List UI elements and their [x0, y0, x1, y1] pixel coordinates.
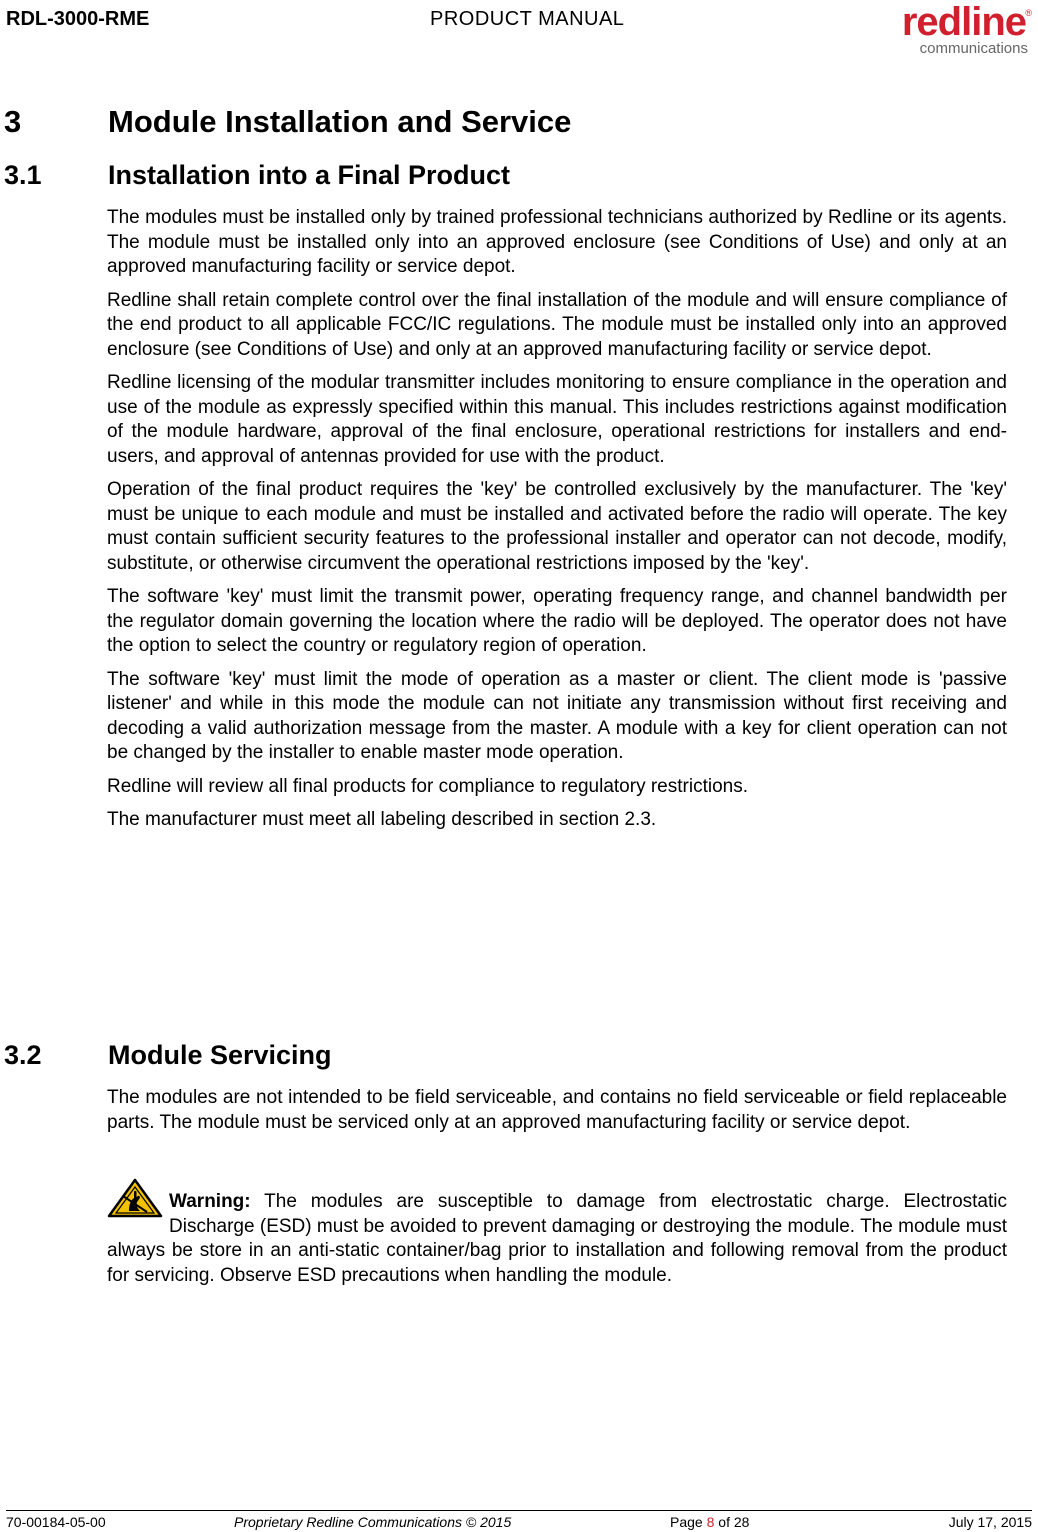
paragraph: The manufacturer must meet all labeling described in section 2.3.: [107, 809, 657, 830]
warning-text: The modules are susceptible to damage from electrostatic charge. Electrostatic Discharge (ESD) must be avoided to prevent damaging or destroying the module. The module must always be store in an anti-static container/bag prior to installation and following removal from the product for servicing. Observe ESD precautions when handling the module.: [107, 1191, 1007, 1286]
subsection-number: 3.1: [4, 160, 42, 190]
logo-subtitle: communications: [919, 40, 1028, 57]
paragraph: The software 'key' must limit the mode of operation as a master or client. The client mode is 'passive listener' and while in this mode the module can not initiate any transmission without first receiving and decoding a valid authorization message from the master. A module with a key for client operation can not be changed by the installer to enable master mode operation.: [107, 668, 1007, 763]
paragraph: Redline shall retain complete control over the final installation of the module and will ensure compliance of the end product to all applicable FCC/IC regulations. The module must be installed only into an approved enclosure (see Conditions of Use) and only at an approved manufacturing facility or service depot.: [107, 289, 1007, 360]
esd-warning: [107, 1190, 1007, 1288]
subsection-body-3-1: [107, 206, 1007, 842]
section-title: Module Installation and Service: [108, 104, 572, 139]
subsection-number: 3.2: [4, 1040, 42, 1070]
logo-registered-mark: ®: [1025, 8, 1032, 18]
page-footer: [6, 1510, 1032, 1532]
page-prefix: Page: [670, 1514, 707, 1530]
paragraph: Operation of the final product requires the 'key' be controlled exclusively by the manufacturer. The 'key' must be unique to each module and must be installed and activated before the radio will operate. The key must contain sufficient security features to the professional installer and operator can not decode, modify, substitute, or otherwise circumvent the operational restrictions imposed by the 'key'.: [107, 479, 1007, 574]
footer-date: July 17, 2015: [948, 1514, 1032, 1530]
section-number: 3: [4, 104, 22, 139]
esd-warning-icon: [107, 1178, 163, 1218]
subsection-title: Module Servicing: [108, 1040, 332, 1070]
page-suffix: of 28: [714, 1514, 750, 1530]
subsection-heading-3-2: [4, 1040, 332, 1071]
footer-page-number: [670, 1514, 749, 1530]
footer-copyright: Proprietary Redline Communications © 2015: [234, 1514, 512, 1530]
paragraph: Redline will review all final products for compliance to regulatory restrictions.: [107, 775, 748, 797]
document-type: PRODUCT MANUAL: [430, 8, 625, 30]
section-heading: [4, 104, 571, 140]
paragraph: Redline licensing of the modular transmitter includes monitoring to ensure compliance in the operation and use of the module as expressly specified within this manual. This includes restrictions against modification of the module hardware, approval of the final enclosure, operational restrictions for installers and end-users, and approval of antennas provided for use with the product.: [107, 372, 1007, 467]
paragraph: The modules must be installed only by trained professional technicians authorized by Redline or its agents. The module must be installed only into an approved enclosure (see Conditions of Use) and only at an approved manufacturing facility or service depot.: [107, 207, 1007, 277]
document-id: RDL-3000-RME: [6, 8, 150, 30]
paragraph: The modules are not intended to be field serviceable, and contains no field serviceable or field replaceable parts. The module must be serviced only at an approved manufacturing facility or service depot.: [107, 1087, 1007, 1133]
page-header: [6, 0, 1032, 58]
redline-logo: [896, 0, 1032, 58]
logo-wordmark: redline: [901, 0, 1026, 44]
warning-label: Warning:: [169, 1191, 251, 1212]
subsection-heading-3-1: [4, 160, 510, 191]
current-page: 8: [706, 1514, 715, 1530]
footer-doc-number: 70-00184-05-00: [6, 1514, 106, 1530]
subsection-title: Installation into a Final Product: [108, 160, 511, 190]
paragraph: The software 'key' must limit the transmit power, operating frequency range, and channel bandwidth per the regulator domain governing the location where the radio will be deployed. The operator does not have the option to select the country or regulatory region of operation.: [107, 586, 1007, 656]
subsection-body-3-2: [107, 1086, 1007, 1144]
